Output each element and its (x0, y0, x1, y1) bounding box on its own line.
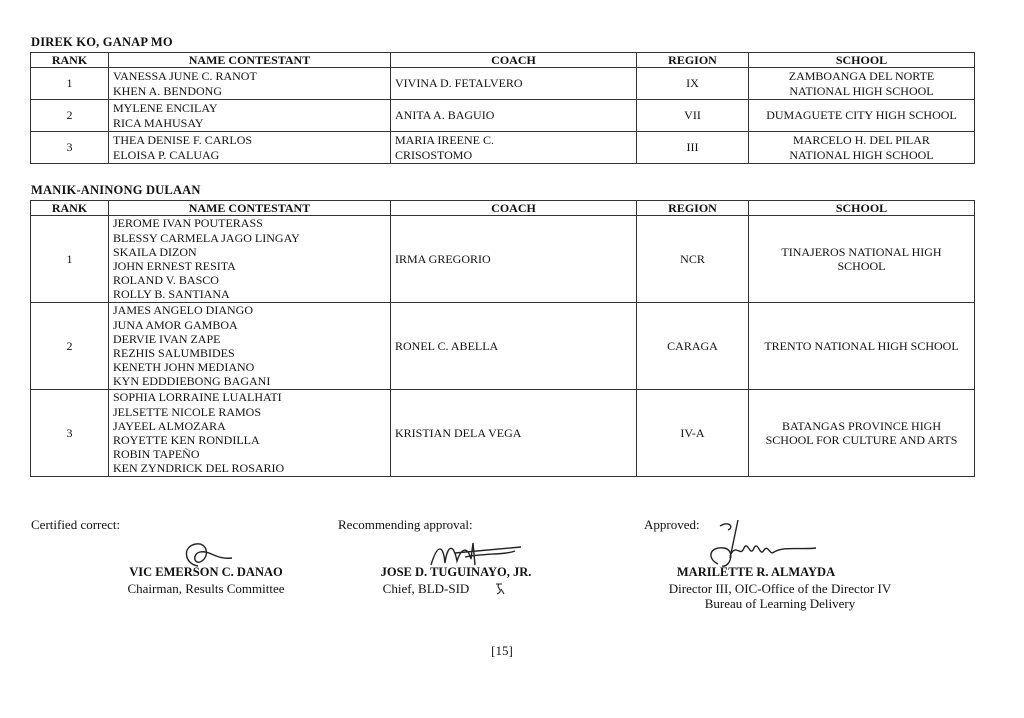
contestant-name: VANESSA JUNE C. RANOT (113, 69, 257, 84)
contestant-name: ROYETTE KEN RONDILLA (113, 433, 260, 447)
contestant-name: SOPHIA LORRAINE LUALHATI (113, 390, 282, 405)
school-name: ZAMBOANGA DEL NORTE (788, 69, 935, 84)
header-rank: RANK (31, 53, 109, 68)
school-cell (749, 100, 975, 132)
table-row (31, 68, 975, 100)
region-cell: IX (637, 68, 749, 100)
contestant-name: JEROME IVAN POUTERASS (113, 216, 263, 231)
header-name-contestant: NAME CONTESTANT (109, 201, 391, 216)
certified-role (70, 581, 342, 596)
approved-role-line: Bureau of Learning Delivery (704, 596, 856, 611)
coach-name: CRISOSTOMO (395, 147, 473, 162)
rank-cell: 1 (31, 68, 109, 100)
contestant-name: JUNA AMOR GAMBOA (113, 317, 238, 332)
school-name: DUMAGUETE CITY HIGH SCHOOL (766, 108, 957, 123)
contestant-name: KENETH JOHN MEDIANO (113, 360, 255, 375)
table-header-row (31, 201, 975, 216)
approved-name: MARILETTE R. ALMAYDA (676, 565, 836, 579)
contestant-name: MYLENE ENCILAY (113, 101, 218, 116)
initial-mark (493, 582, 507, 596)
contestant-names-cell (109, 303, 391, 390)
contestant-names-cell (109, 390, 391, 477)
contestant-names-cell (109, 132, 391, 164)
contestant-name: JELSETTE NICOLE RAMOS (113, 404, 261, 419)
table-row (31, 303, 975, 390)
header-name-contestant: NAME CONTESTANT (109, 53, 391, 68)
results-table-manik-aninong (30, 200, 975, 477)
contestant-names-cell (109, 100, 391, 132)
school-cell (749, 390, 975, 477)
header-region: REGION (637, 201, 749, 216)
contestant-name: SKAILA DIZON (113, 244, 197, 259)
table-body (31, 216, 975, 477)
certified-role-line: Chairman, Results Committee (127, 581, 285, 596)
rank-cell: 3 (31, 132, 109, 164)
school-name: SCHOOL FOR CULTURE AND ARTS (765, 433, 958, 447)
contestant-name: KHEN A. BENDONG (113, 83, 222, 98)
contestant-name: BLESSY CARMELA JAGO LINGAY (113, 230, 300, 245)
coach-name: VIVINA D. FETALVERO (395, 76, 523, 91)
coach-cell (391, 68, 637, 100)
school-name: NATIONAL HIGH SCHOOL (789, 83, 934, 98)
coach-cell (391, 216, 637, 303)
contestant-name: THEA DENISE F. CARLOS (113, 133, 253, 148)
school-name: NATIONAL HIGH SCHOOL (789, 147, 934, 162)
contestant-name: ROLAND V. BASCO (113, 273, 219, 288)
contestant-name: KEN ZYNDRICK DEL ROSARIO (113, 461, 285, 476)
school-cell (749, 68, 975, 100)
coach-name: RONEL C. ABELLA (395, 338, 499, 353)
table-row (31, 390, 975, 477)
approved-role-line: Director III, OIC-Office of the Director IV (668, 581, 892, 596)
recommending-role-line: Chief, BLD-SID (382, 581, 470, 596)
coach-cell (391, 390, 637, 477)
coach-cell (391, 100, 637, 132)
header-coach: COACH (391, 201, 637, 216)
region-cell: IV-A (637, 390, 749, 477)
section-title-manik-aninong: MANIK-ANINONG DULAAN (31, 183, 201, 197)
recommending-name: JOSE D. TUGUINAYO, JR. (380, 565, 532, 579)
table-header-row (31, 53, 975, 68)
approved-label: Approved: (644, 517, 700, 532)
coach-cell (391, 303, 637, 390)
contestant-name: JOHN ERNEST RESITA (113, 259, 236, 273)
contestant-name: ROLLY B. SANTIANA (113, 287, 230, 302)
school-cell (749, 303, 975, 390)
certified-name: VIC EMERSON C. DANAO (129, 565, 283, 579)
coach-name: ANITA A. BAGUIO (395, 108, 495, 123)
contestant-name: ROBIN TAPEÑO (113, 447, 200, 462)
rank-cell: 1 (31, 216, 109, 303)
table-row (31, 100, 975, 132)
contestant-names-cell (109, 68, 391, 100)
table-row (31, 132, 975, 164)
school-name: SCHOOL (837, 259, 886, 273)
region-cell: CARAGA (637, 303, 749, 390)
approved-role (630, 581, 930, 611)
rank-cell: 3 (31, 390, 109, 477)
contestant-names-cell (109, 216, 391, 303)
school-name: TINAJEROS NATIONAL HIGH (781, 244, 942, 259)
school-name: MARCELO H. DEL PILAR (793, 133, 930, 148)
contestant-name: JAYEEL ALMOZARA (113, 418, 226, 433)
school-name: TRENTO NATIONAL HIGH SCHOOL (764, 338, 959, 353)
header-rank: RANK (31, 201, 109, 216)
region-cell: NCR (637, 216, 749, 303)
recommending-label: Recommending approval: (338, 517, 473, 532)
school-cell (749, 216, 975, 303)
contestant-name: JAMES ANGELO DIANGO (113, 303, 253, 318)
contestant-name: DERVIE IVAN ZAPE (113, 331, 221, 346)
rank-cell: 2 (31, 100, 109, 132)
school-name: BATANGAS PROVINCE HIGH (781, 418, 942, 433)
header-school: SCHOOL (749, 201, 975, 216)
coach-name: MARIA IREENE C. (395, 133, 494, 148)
section-title-direk-ko: DIREK KO, GANAP MO (31, 35, 173, 49)
region-cell: VII (637, 100, 749, 132)
header-coach: COACH (391, 53, 637, 68)
contestant-name: KYN EDDDIEBONG BAGANI (113, 374, 271, 389)
table-row (31, 216, 975, 303)
results-table-direk-ko (30, 52, 975, 164)
contestant-name: RICA MAHUSAY (113, 115, 204, 130)
region-cell: III (637, 132, 749, 164)
coach-name: IRMA GREGORIO (395, 251, 491, 266)
coach-cell (391, 132, 637, 164)
contestant-name: REZHIS SALUMBIDES (113, 346, 235, 360)
rank-cell: 2 (31, 303, 109, 390)
contestant-name: ELOISA P. CALUAG (113, 147, 220, 162)
header-region: REGION (637, 53, 749, 68)
page-number: [15] (491, 643, 513, 658)
header-school: SCHOOL (749, 53, 975, 68)
table-body (31, 68, 975, 164)
school-cell (749, 132, 975, 164)
certified-label: Certified correct: (31, 517, 121, 532)
coach-name: KRISTIAN DELA VEGA (395, 425, 522, 440)
